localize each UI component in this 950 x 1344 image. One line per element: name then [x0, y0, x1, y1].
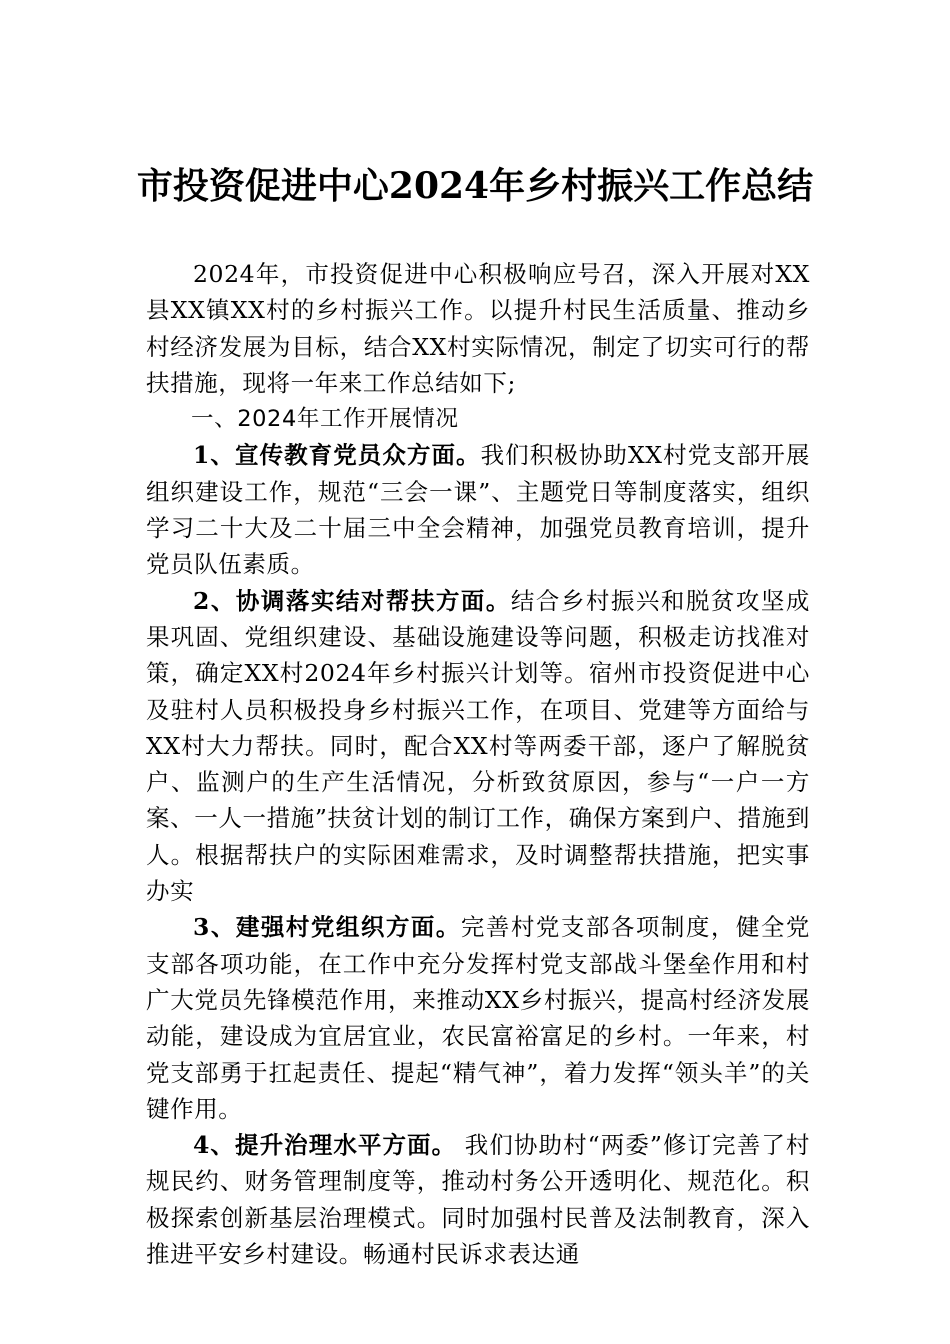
section-heading: 一、2024年工作开展情况	[191, 406, 459, 433]
item-text: 我们协助村“两委”修订完善了村规民约、财务管理制度等，推动村务公开透明化、规范化。积极探索创新基层治理模式。同时加强村民普及法制教育，深入推进平安乡村建设。畅通村民诉求表达通	[146, 1131, 810, 1269]
item-paragraph-2	[146, 583, 810, 910]
item-paragraph-3	[146, 909, 810, 1127]
item-lead: 2、协调落实结对帮扶方面。	[193, 586, 511, 615]
item-text: 结合乡村振兴和脱贫攻坚成果巩固、党组织建设、基础设施建设等问题，积极走访找准对策，确定XX村2024年乡村振兴计划等。宿州市投资促进中心及驻村人员积极投身乡村振兴工作，在项目、党建等方面给与XX村大力帮扶。同时，配合XX村等两委干部，逐户了解脱贫户、监测户的生产生活情况，分析致贫原因，参与“一户一方案、一人一措施”扶贫计划的制订工作，确保方案到户、措施到人。根据帮扶户的实际困难需求，及时调整帮扶措施，把实事办实	[146, 586, 810, 906]
item-lead: 1、宣传教育党员众方面。	[193, 441, 481, 470]
document-title: 市投资促进中心2024年乡村振兴工作总结	[136, 165, 814, 207]
item-paragraph-1	[146, 437, 810, 582]
item-paragraph-4	[146, 1127, 810, 1272]
item-text: 我们积极协助XX村党支部开展组织建设工作，规范“三会一课”、主题党日等制度落实，组织学习二十大及二十届三中全会精神，加强党员教育培训，提升党员队伍素质。	[146, 441, 810, 579]
item-lead: 4、提升治理水平方面。	[193, 1131, 457, 1160]
item-text: 完善村党支部各项制度，健全党支部各项功能，在工作中充分发挥村党支部战斗堡垒作用和村广大党员先锋模范作用，来推动XX乡村振兴，提高村经济发展动能，建设成为宜居宜业，农民富裕富足的乡村。一年来，村党支部勇于扛起责任、提起“精气神”，着力发挥“领头羊”的关键作用。	[146, 913, 810, 1123]
document-body	[146, 256, 810, 1272]
item-lead: 3、建强村党组织方面。	[193, 913, 461, 942]
intro-paragraph: 2024年，市投资促进中心积极响应号召，深入开展对XX县XX镇XX村的乡村振兴工作。以提升村民生活质量、推动乡村经济发展为目标，结合XX村实际情况，制定了切实可行的帮扶措施，现将一年来工作总结如下;	[146, 260, 810, 397]
